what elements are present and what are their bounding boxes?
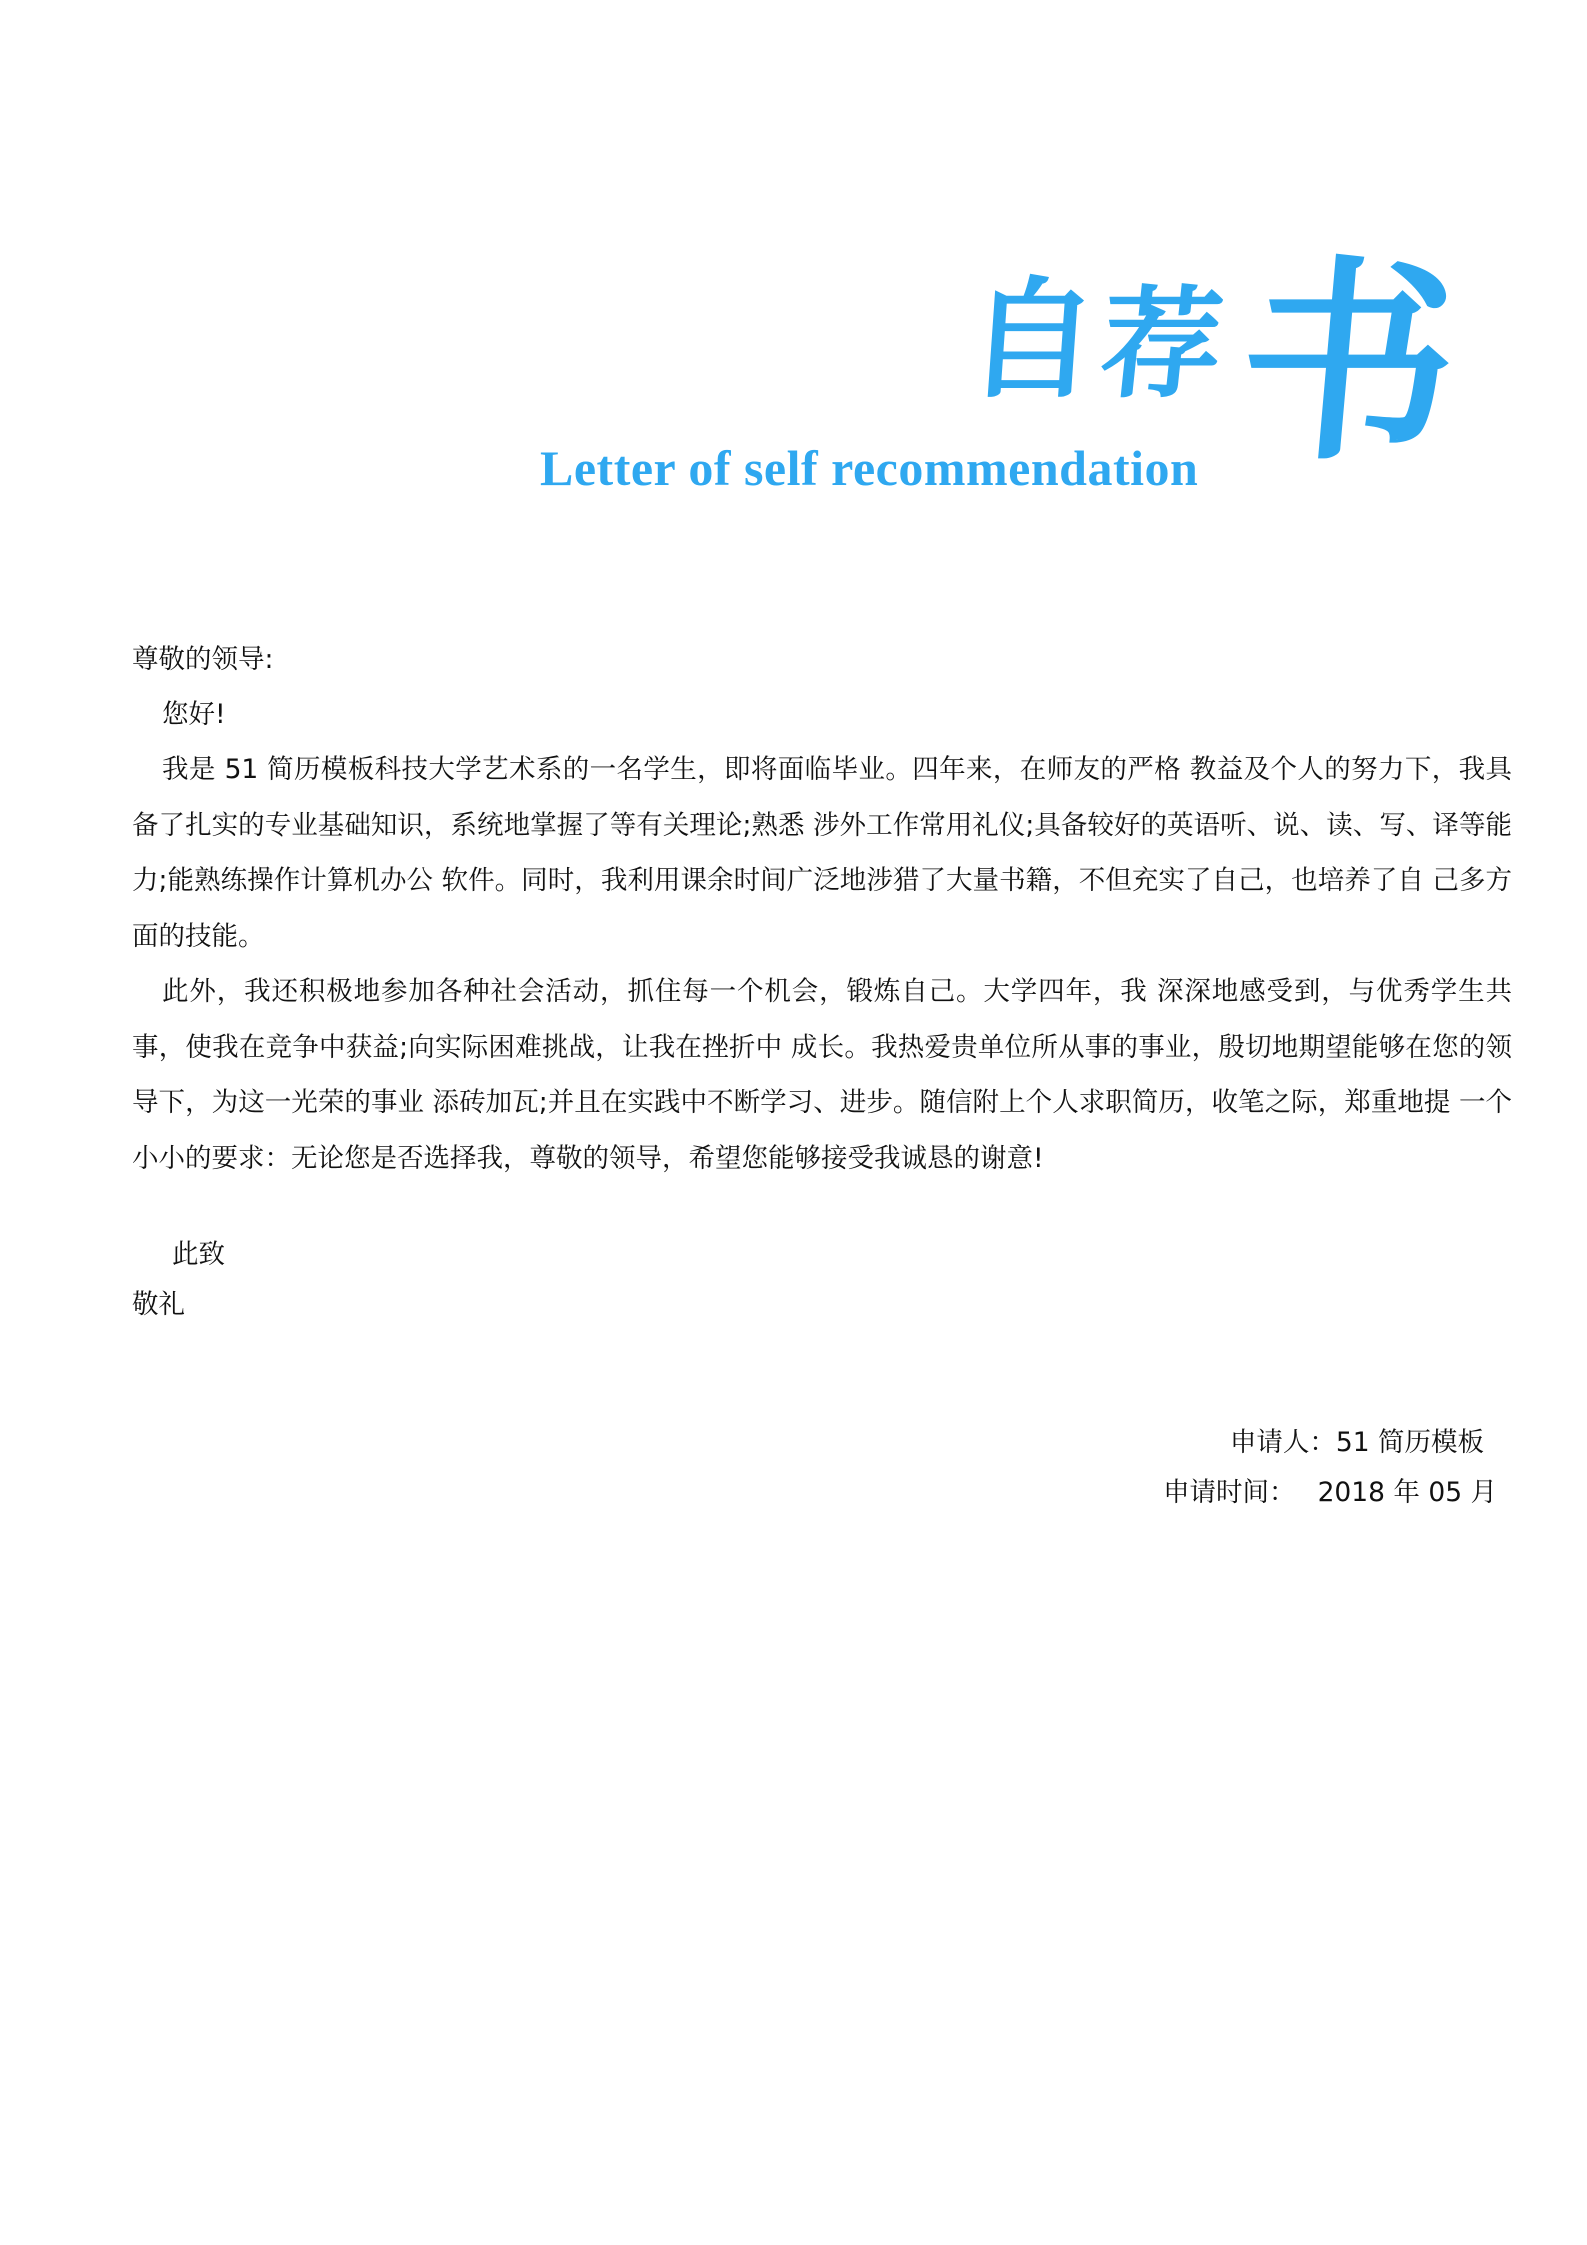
letter-body [132,632,1512,1186]
salutation: 尊敬的领导: [132,644,274,675]
header-logo [540,236,1520,525]
logo-char-zi: 自 [962,263,1101,416]
applicant-label: 申请人： [1229,1427,1336,1458]
closing-line-1: 此致 [172,1239,225,1270]
greeting: 您好! [162,699,226,730]
date-value: 2018 年 05 月 [1317,1477,1497,1508]
paragraph-2: 此外，我还积极地参加各种社会活动，抓住每一个机会，锻炼自己。大学四年，我 深深地感受到，与优秀学生共事，使我在竞争中获益;向实际困难挑战，让我在挫折中 成长。我热爱贵单位所从事的事业，殷切地期望能够在您的领导下，为这一光荣的事业 添砖加瓦;并且在实践中不断学习、进步。随信附上个人求职简历，收笔之际，郑重地提 一个小小的要求：无论您是否选择我，尊敬的领导，希望您能够接受我诚恳的谢意! [132,976,1512,1174]
date-label: 申请时间： [1163,1477,1296,1508]
closing-line-2: 敬礼 [132,1289,185,1320]
applicant-value: 51 简历模板 [1335,1427,1484,1458]
date-line [1163,1473,1497,1513]
paragraph-1: 我是 51 简历模板科技大学艺术系的一名学生，即将面临毕业。四年来，在师友的严格 教益及个人的努力下，我具备了扎实的专业基础知识，系统地掌握了等有关理论;熟悉 涉外工作常用礼仪;具备较好的英语听、说、读、写、译等能力;能熟练操作计算机办公 软件。同时，我利用课余时间广泛地涉猎了大量书籍，不但充实了自己，也培养了自 己多方面的技能。 [132,754,1512,952]
logo-char-shu: 书 [1229,236,1467,489]
logo-subtitle: Letter of self recommendation [540,440,1199,496]
logo-char-jian: 荐 [1094,274,1230,415]
applicant-line [1230,1423,1484,1463]
